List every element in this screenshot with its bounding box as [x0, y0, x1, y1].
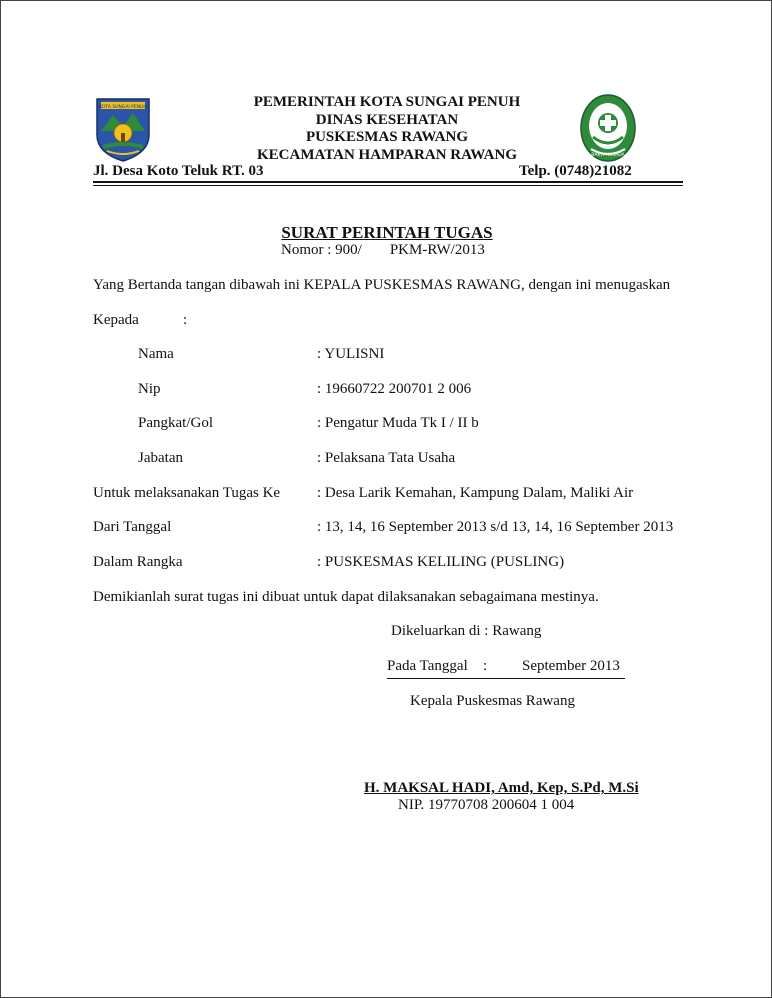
document-number-code: PKM-RW/2013 — [389, 242, 485, 258]
header-divider-thick — [93, 181, 683, 183]
field-label-jabatan: Jabatan — [138, 450, 183, 466]
field-value-jabatan: : Pelaksana Tata Usaha — [317, 450, 456, 466]
header-line-district: KECAMATAN HAMPARAN RAWANG — [257, 147, 517, 163]
field-label-dalam-rangka: Dalam Rangka — [93, 554, 183, 570]
issued-date-value: September 2013 — [522, 658, 620, 674]
field-value-nip: : 19660722 200701 2 006 — [317, 381, 472, 397]
signatory-position: Kepala Puskesmas Rawang — [410, 693, 575, 709]
intro-paragraph: Yang Bertanda tangan dibawah ini KEPALA PUSKESMAS RAWANG, dengan ini menugaskan — [93, 277, 671, 293]
signatory-nip: NIP. 19770708 200604 1 004 — [398, 797, 575, 813]
field-label-tugas: Untuk melaksanakan Tugas Ke — [93, 485, 281, 501]
field-value-dalam-rangka: : PUSKESMAS KELILING (PUSLING) — [317, 554, 565, 570]
field-value-nama: : YULISNI — [317, 346, 385, 362]
bakti-husada-logo — [579, 93, 637, 163]
document-number — [281, 242, 485, 259]
signatory-name: H. MAKSAL HADI, Amd, Kep, S.Pd, M.Si — [364, 780, 639, 796]
city-emblem-text: KOTA SUNGAI PENUH — [99, 105, 147, 110]
field-label-pangkat: Pangkat/Gol — [138, 415, 213, 431]
kepada-label: Kepada — [93, 312, 139, 328]
issued-date — [387, 658, 625, 679]
field-label-nip: Nip — [138, 381, 161, 397]
header-phone: Telp. (0748)21082 — [519, 163, 632, 179]
kepada-colon: : — [183, 312, 188, 328]
field-label-dari-tanggal: Dari Tanggal — [93, 519, 172, 535]
field-label-nama: Nama — [138, 346, 174, 362]
issued-place: Dikeluarkan di : Rawang — [391, 623, 542, 639]
field-value-dari-tanggal: : 13, 14, 16 September 2013 s/d 13, 14, 16 September 2013 — [317, 519, 674, 535]
bakti-husada-text: BAKTI HUSADA — [591, 153, 625, 158]
issued-date-label: Pada Tanggal — [387, 658, 468, 674]
header-divider-thin — [93, 185, 683, 186]
issued-date-colon: : — [483, 658, 488, 674]
header-address: Jl. Desa Koto Teluk RT. 03 — [93, 163, 264, 179]
field-value-pangkat: : Pengatur Muda Tk I / II b — [317, 415, 479, 431]
city-emblem-logo — [93, 93, 153, 163]
document-number-label: Nomor : 900/ — [281, 242, 362, 258]
document-title: SURAT PERINTAH TUGAS — [281, 223, 493, 242]
closing-paragraph: Demikianlah surat tugas ini dibuat untuk dapat dilaksanakan sebagaimana mestinya. — [93, 589, 599, 605]
field-value-tugas: : Desa Larik Kemahan, Kampung Dalam, Maliki Air — [317, 485, 634, 501]
header-line-puskesmas: PUSKESMAS RAWANG — [305, 129, 469, 145]
header-line-government: PEMERINTAH KOTA SUNGAI PENUH — [253, 94, 521, 110]
header-line-department: DINAS KESEHATAN — [315, 112, 459, 128]
